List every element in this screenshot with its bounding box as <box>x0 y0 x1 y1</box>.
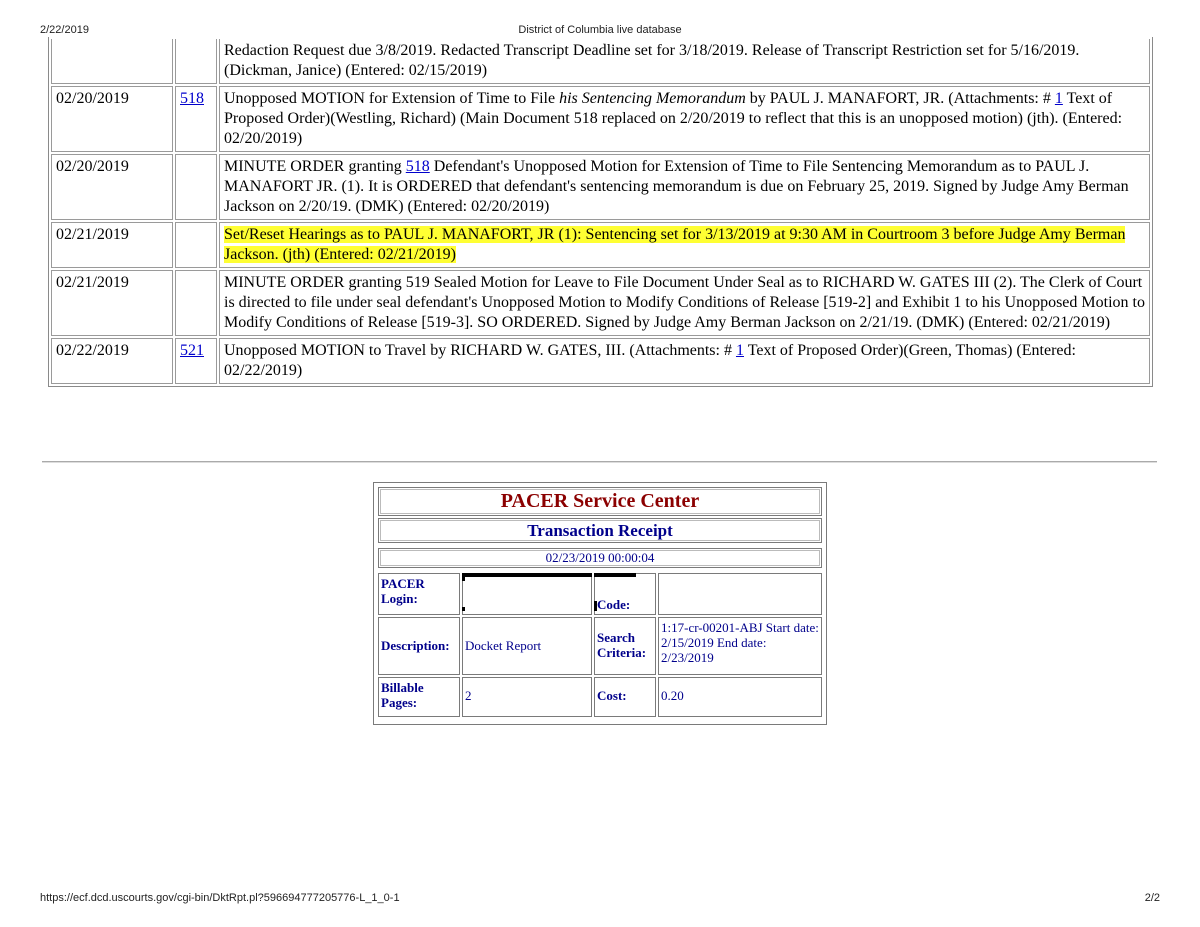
redaction-mark <box>462 577 465 581</box>
section-divider <box>42 461 1157 463</box>
docket-row <box>51 39 1150 84</box>
print-date: 2/22/2019 <box>40 24 89 36</box>
docket-text: Redaction Request due 3/8/2019. Redacted Transcript Deadline set for 3/18/2019. Release of Transcript Restriction set for 5/16/2019.(Dickman, Janice) (Entered: 02/15/2019) <box>219 39 1150 84</box>
docket-date: 02/20/2019 <box>51 154 173 220</box>
docket-row <box>51 270 1150 336</box>
attachment-1-link[interactable]: 1 <box>1054 90 1063 107</box>
docket-date: 02/20/2019 <box>51 86 173 152</box>
search-criteria-value: 1:17-cr-00201-ABJ Start date: 2/15/2019 End date: 2/23/2019 <box>658 617 822 675</box>
description-label: Description: <box>378 617 460 675</box>
code-value <box>658 573 822 615</box>
code-label: Code: <box>594 573 656 615</box>
docket-text-italic: his Sentencing Memorandum <box>559 90 746 107</box>
redaction-bar <box>462 573 592 577</box>
print-footer <box>0 892 1200 906</box>
docket-text: MINUTE ORDER granting 519 Sealed Motion for Leave to File Document Under Seal as to RICHARD W. GATES III (2). The Clerk of Court is directed to file under seal defendant's Unopposed Motion to Modify Conditions of Release [519-2] and Exhibit 1 to his Unopposed Motion to Modify Conditions of Release [519-3]. SO ORDERED. Signed by Judge Amy Berman Jackson on 2/21/19. (DMK) (Entered: 02/21/2019) <box>219 270 1150 336</box>
document-521-link[interactable]: 521 <box>180 342 204 359</box>
docket-date: 02/22/2019 <box>51 338 173 384</box>
login-label: PACER Login: <box>378 573 460 615</box>
docket-text <box>219 86 1150 152</box>
redaction-mark <box>594 601 597 611</box>
receipt-title: PACER Service Center <box>378 487 822 516</box>
docket-text <box>219 154 1150 220</box>
print-title: District of Columbia live database <box>518 24 682 36</box>
docket-number <box>175 338 217 384</box>
redaction-mark <box>462 607 465 611</box>
docket-date <box>51 39 173 84</box>
docket-text-part: Defendant's Unopposed Motion for Extension of Time to File Sentencing Memorandum as to PAUL J. MANAFORT JR. (1). It is ORDERED that defendant's sentencing memorandum is due on February 25, 2019. Signed by Judge Amy Berman Jackson on 2/20/19. (DMK) (Entered: 02/20/2019) <box>224 158 1129 215</box>
docket-number <box>175 86 217 152</box>
billable-pages-label: Billable Pages: <box>378 677 460 717</box>
docket-table <box>48 37 1153 387</box>
docket-number <box>175 154 217 220</box>
docket-number <box>175 222 217 268</box>
receipt-subtitle: Transaction Receipt <box>378 518 822 543</box>
login-value <box>462 573 592 615</box>
document-518-inline-link[interactable]: 518 <box>405 158 430 175</box>
docket-text-part: Unopposed MOTION to Travel by RICHARD W. GATES, III. (Attachments: # <box>224 342 736 359</box>
description-value: Docket Report <box>462 617 592 675</box>
docket-text <box>219 338 1150 384</box>
cost-label: Cost: <box>594 677 656 717</box>
receipt-timestamp: 02/23/2019 00:00:04 <box>378 548 822 568</box>
docket-number <box>175 39 217 84</box>
docket-date: 02/21/2019 <box>51 222 173 268</box>
document-518-link[interactable]: 518 <box>180 90 204 107</box>
page-number: 2/2 <box>1144 892 1160 904</box>
print-header <box>0 24 1200 38</box>
redaction-bar <box>594 573 636 577</box>
docket-text-part: Text of Proposed Order)(Westling, Richard) (Main Document 518 replaced on 2/20/2019 to reflect that this is an unopposed motion) (jth). (Entered: 02/20/2019) <box>224 90 1123 147</box>
docket-text-part: by PAUL J. MANAFORT, JR. (Attachments: # <box>745 90 1055 107</box>
docket-row-highlighted <box>51 222 1150 268</box>
docket-text-part: MINUTE ORDER granting <box>224 158 406 175</box>
docket-row <box>51 154 1150 220</box>
docket-date: 02/21/2019 <box>51 270 173 336</box>
docket-number <box>175 270 217 336</box>
highlighted-entry-text: Set/Reset Hearings as to PAUL J. MANAFORT, JR (1): Sentencing set for 3/13/2019 at 9:30 AM in Courtroom 3 before Judge Amy Berman Jackson. (jth) (Entered: 02/21/2019) <box>224 226 1126 263</box>
docket-row <box>51 338 1150 384</box>
docket-text <box>219 222 1150 268</box>
pacer-receipt <box>373 482 827 725</box>
search-criteria-label: Search Criteria: <box>594 617 656 675</box>
attachment-1-link[interactable]: 1 <box>735 342 744 359</box>
billable-pages-value: 2 <box>462 677 592 717</box>
cost-value: 0.20 <box>658 677 822 717</box>
docket-row <box>51 86 1150 152</box>
docket-text-part: Text of Proposed Order)(Green, Thomas) (Entered: 02/22/2019) <box>224 342 1076 379</box>
page-url: https://ecf.dcd.uscourts.gov/cgi-bin/DktRpt.pl?596694777205776-L_1_0-1 <box>40 892 400 904</box>
docket-text-part: Unopposed MOTION for Extension of Time to File <box>224 90 560 107</box>
